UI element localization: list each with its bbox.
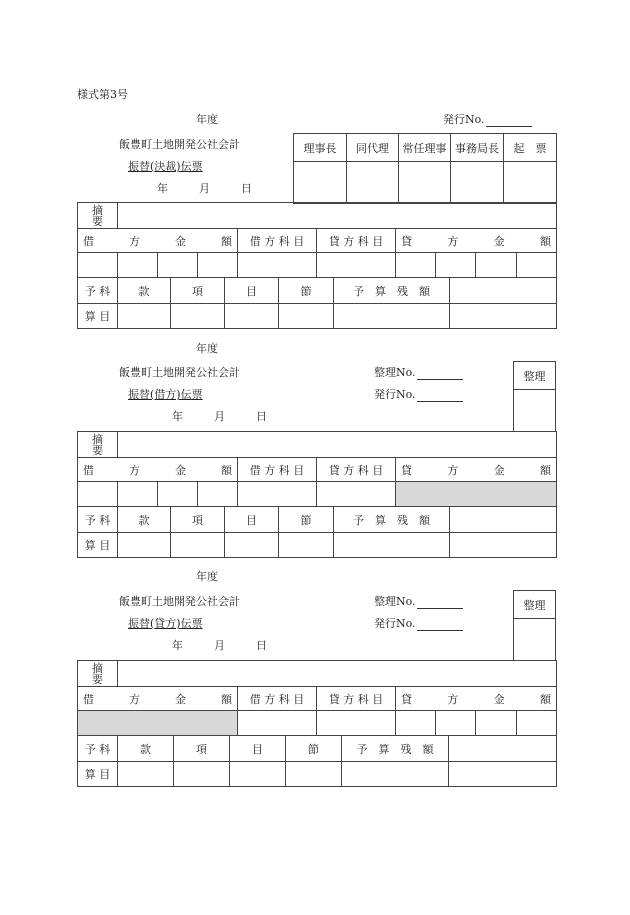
h1: 貸 — [401, 234, 412, 248]
h4: 額 — [221, 463, 232, 477]
credit-digit-group[interactable] — [436, 253, 476, 278]
h4: 額 — [539, 463, 551, 477]
debit-account-header: 借 方 科 目 — [238, 687, 317, 711]
budget-table — [77, 735, 557, 787]
debit-amount-disabled — [78, 711, 238, 736]
summary-label — [78, 661, 118, 687]
h4: 額 — [221, 234, 232, 248]
approver-drafter: 起 票 — [504, 134, 557, 162]
credit-digit-group[interactable] — [396, 711, 436, 736]
kan-field[interactable] — [118, 762, 174, 787]
setsu-field[interactable] — [279, 533, 334, 558]
voucher-title: 振替(借方)伝票 — [128, 388, 203, 401]
arrangement-no-label — [374, 593, 463, 609]
stamp-box[interactable] — [504, 162, 557, 204]
approval-stamp-table — [293, 133, 557, 204]
moku-header: 目 — [225, 278, 279, 304]
arrangement-box — [513, 590, 556, 661]
kou-field[interactable] — [174, 762, 230, 787]
budget-balance-header: 予 算 残 額 — [334, 507, 450, 533]
issue-no-label — [443, 111, 532, 127]
budget-balance-header: 予 算 残 額 — [334, 278, 450, 304]
kou-header: 項 — [171, 278, 225, 304]
voucher-title: 振替(決裁)伝票 — [128, 160, 203, 173]
budget-label-1: 予 科 — [78, 507, 118, 533]
setsu-field[interactable] — [279, 304, 334, 329]
h2: 方 — [129, 692, 140, 706]
kan-header: 款 — [118, 507, 171, 533]
organization-name: 飯豊町土地開発公社会計 — [119, 366, 240, 379]
debit-digit-group[interactable] — [158, 253, 198, 278]
issue-no-field[interactable] — [486, 115, 532, 127]
issue-no-label — [374, 386, 463, 402]
budget-balance-field[interactable] — [449, 736, 557, 762]
date-year: 年 — [157, 182, 168, 195]
date-day: 日 — [256, 410, 267, 423]
summary-field[interactable] — [118, 661, 557, 687]
budget-table — [77, 277, 557, 329]
date-year: 年 — [172, 639, 183, 652]
moku-header: 目 — [225, 507, 279, 533]
date-year: 年 — [172, 410, 183, 423]
credit-account-header: 貸 方 科 目 — [317, 687, 396, 711]
summary-label-2: 要 — [92, 214, 103, 228]
budget-label-2: 算 目 — [78, 762, 118, 787]
debit-digit-group[interactable] — [158, 482, 198, 507]
h3: 金 — [493, 692, 505, 706]
budget-balance-value[interactable] — [334, 304, 450, 329]
issue-no-field[interactable] — [417, 390, 463, 402]
budget-extra-field[interactable] — [450, 304, 557, 329]
voucher-body-table — [77, 202, 557, 278]
fiscal-year-label: 年度 — [196, 342, 218, 355]
debit-account-header: 借 方 科 目 — [238, 229, 317, 253]
approver-standing-director: 常任理事 — [399, 134, 451, 162]
moku-field[interactable] — [230, 762, 286, 787]
debit-digit-group[interactable] — [78, 482, 118, 507]
arrangement-stamp[interactable] — [514, 390, 556, 432]
credit-digit-group[interactable] — [476, 711, 517, 736]
organization-name: 飯豊町土地開発公社会計 — [119, 595, 240, 608]
budget-label-1: 予 科 — [78, 278, 118, 304]
h1: 借 — [83, 234, 94, 248]
credit-digit-group[interactable] — [436, 711, 476, 736]
issue-no-field[interactable] — [417, 619, 463, 631]
date-month: 月 — [199, 182, 210, 195]
organization-name: 飯豊町土地開発公社会計 — [119, 138, 240, 151]
approver-deputy: 同代理 — [347, 134, 399, 162]
stamp-box[interactable] — [451, 162, 504, 204]
credit-digit-group[interactable] — [396, 253, 436, 278]
h3: 金 — [175, 692, 186, 706]
arrangement-box — [513, 361, 556, 432]
debit-amount-header — [78, 229, 238, 253]
summary-label-2: 要 — [92, 443, 103, 457]
credit-account-field[interactable] — [317, 711, 396, 736]
budget-label-1: 予 科 — [78, 736, 118, 762]
h4: 額 — [221, 692, 232, 706]
approver-chairman: 理事長 — [294, 134, 347, 162]
credit-amount-disabled — [396, 482, 557, 507]
budget-extra-field[interactable] — [449, 762, 557, 787]
debit-account-header: 借 方 科 目 — [238, 458, 317, 482]
h2: 方 — [447, 234, 459, 248]
issue-no-text: 発行No. — [374, 388, 416, 401]
credit-digit-group[interactable] — [517, 711, 557, 736]
credit-amount-header — [396, 458, 557, 482]
h2: 方 — [447, 463, 459, 477]
credit-account-field[interactable] — [317, 253, 396, 278]
issue-no-text: 発行No. — [443, 113, 485, 126]
date-line — [172, 637, 267, 653]
stamp-box[interactable] — [294, 162, 347, 204]
arrangement-box-label: 整理 — [514, 591, 556, 619]
debit-amount-header — [78, 458, 238, 482]
setsu-header: 節 — [279, 507, 334, 533]
h1: 借 — [83, 692, 94, 706]
issue-no-text: 発行No. — [374, 617, 416, 630]
voucher-body-table — [77, 660, 557, 736]
date-day: 日 — [241, 182, 252, 195]
debit-digit-group[interactable] — [198, 482, 238, 507]
arrangement-no-label — [374, 364, 463, 380]
credit-account-header: 貸 方 科 目 — [317, 229, 396, 253]
date-month: 月 — [214, 639, 225, 652]
form-number: 様式第3号 — [77, 88, 128, 101]
arrangement-stamp[interactable] — [514, 619, 556, 661]
h1: 貸 — [401, 692, 412, 706]
budget-balance-value[interactable] — [342, 762, 449, 787]
arrangement-no-text: 整理No. — [374, 366, 416, 379]
debit-account-field[interactable] — [238, 253, 317, 278]
budget-table — [77, 506, 557, 558]
budget-label-2: 算 目 — [78, 304, 118, 329]
summary-label-1: 摘 — [92, 203, 103, 217]
moku-field[interactable] — [225, 304, 279, 329]
debit-digit-group[interactable] — [198, 253, 238, 278]
debit-digit-group[interactable] — [78, 253, 118, 278]
h4: 額 — [539, 692, 551, 706]
issue-no-label — [374, 615, 463, 631]
budget-balance-field[interactable] — [450, 278, 557, 304]
budget-balance-value[interactable] — [334, 533, 450, 558]
kan-field[interactable] — [118, 533, 171, 558]
debit-digit-group[interactable] — [118, 253, 158, 278]
budget-label-2: 算 目 — [78, 533, 118, 558]
h3: 金 — [175, 234, 186, 248]
credit-account-field[interactable] — [317, 482, 396, 507]
credit-amount-header — [396, 687, 557, 711]
arrangement-no-field[interactable] — [417, 368, 463, 380]
moku-header: 目 — [230, 736, 286, 762]
debit-account-field[interactable] — [238, 711, 317, 736]
debit-digit-group[interactable] — [118, 482, 158, 507]
kou-header: 項 — [174, 736, 230, 762]
moku-field[interactable] — [225, 533, 279, 558]
fiscal-year-label: 年度 — [196, 570, 218, 583]
summary-label — [78, 432, 118, 458]
h3: 金 — [493, 234, 505, 248]
voucher-title: 振替(貸方)伝票 — [128, 617, 203, 630]
summary-field[interactable] — [118, 203, 557, 229]
h3: 金 — [175, 463, 186, 477]
kou-header: 項 — [171, 507, 225, 533]
credit-amount-header — [396, 229, 557, 253]
h3: 金 — [493, 463, 505, 477]
summary-label — [78, 203, 118, 229]
voucher-body-table — [77, 431, 557, 507]
setsu-header: 節 — [279, 278, 334, 304]
stamp-box[interactable] — [399, 162, 451, 204]
kou-field[interactable] — [171, 304, 225, 329]
summary-label-1: 摘 — [92, 432, 103, 446]
h1: 貸 — [401, 463, 412, 477]
h2: 方 — [447, 692, 459, 706]
arrangement-box-label: 整理 — [514, 362, 556, 390]
date-line — [172, 408, 267, 424]
h2: 方 — [129, 234, 140, 248]
date-month: 月 — [214, 410, 225, 423]
credit-digit-group[interactable] — [517, 253, 557, 278]
setsu-header: 節 — [286, 736, 342, 762]
debit-amount-header — [78, 687, 238, 711]
summary-field[interactable] — [118, 432, 557, 458]
h4: 額 — [539, 234, 551, 248]
kan-header: 款 — [118, 736, 174, 762]
h2: 方 — [129, 463, 140, 477]
arrangement-no-field[interactable] — [417, 597, 463, 609]
date-line — [157, 180, 252, 196]
budget-balance-header: 予 算 残 額 — [342, 736, 449, 762]
summary-label-1: 摘 — [92, 661, 103, 675]
setsu-field[interactable] — [286, 762, 342, 787]
debit-account-field[interactable] — [238, 482, 317, 507]
budget-extra-field[interactable] — [450, 533, 557, 558]
budget-balance-field[interactable] — [450, 507, 557, 533]
kou-field[interactable] — [171, 533, 225, 558]
approver-secretary-general: 事務局長 — [451, 134, 504, 162]
credit-account-header: 貸 方 科 目 — [317, 458, 396, 482]
arrangement-no-text: 整理No. — [374, 595, 416, 608]
summary-label-2: 要 — [92, 672, 103, 686]
stamp-box[interactable] — [347, 162, 399, 204]
kan-field[interactable] — [118, 304, 171, 329]
kan-header: 款 — [118, 278, 171, 304]
credit-digit-group[interactable] — [476, 253, 517, 278]
date-day: 日 — [256, 639, 267, 652]
h1: 借 — [83, 463, 94, 477]
fiscal-year-label: 年度 — [196, 113, 218, 126]
